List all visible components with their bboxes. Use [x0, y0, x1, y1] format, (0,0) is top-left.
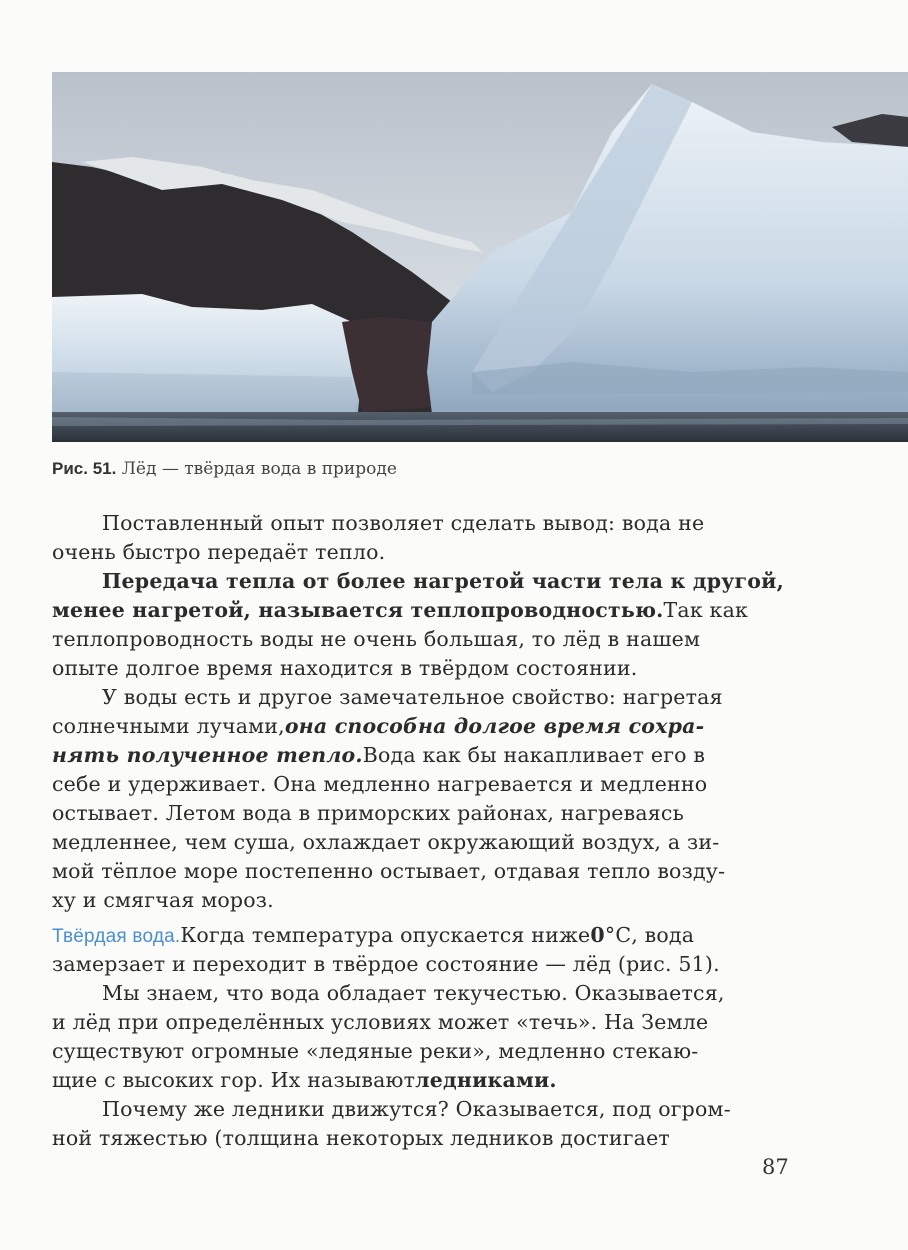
- page-number: 87: [762, 1155, 789, 1179]
- text-line: Передача тепла от более нагретой части тела к другой,: [102, 569, 784, 593]
- figure-caption: [52, 459, 397, 479]
- text-line: У воды есть и другое замечательное свойство: нагретая: [102, 685, 723, 709]
- text-line: Поставленный опыт позволяет сделать вывод: вода не: [102, 511, 705, 535]
- text-line: Твёрдая вода.Когда температура опускается ниже0°С, вода: [52, 921, 798, 950]
- text-line: Почему же ледники движутся? Оказывается, под огром-: [102, 1097, 731, 1121]
- water: [52, 412, 908, 442]
- text-line: ной тяжестью (толщина некоторых ледников достигает: [52, 1126, 670, 1150]
- text-line: существуют огромные «ледяные реки», медленно стекаю-: [52, 1039, 699, 1063]
- figure-caption-text: Лёд — твёрдая вода в природе: [121, 459, 397, 479]
- text-line: очень быстро передаёт тепло.: [52, 540, 386, 564]
- figure-label: Рис. 51.: [52, 459, 117, 478]
- text-line: замерзает и переходит в твёрдое состояние — лёд (рис. 51).: [52, 952, 720, 976]
- iceberg-illustration: [52, 72, 908, 442]
- text-line: опыте долгое время находится в твёрдом состоянии.: [52, 656, 638, 680]
- text-line: нять полученное тепло.Вода как бы накапливает его в: [52, 743, 706, 767]
- text-line: ху и смягчая мороз.: [52, 888, 274, 912]
- body-text: [52, 509, 798, 1153]
- text-line: Мы знаем, что вода обладает текучестью. Оказывается,: [102, 981, 725, 1005]
- text-line: и лёд при определённых условиях может «течь». На Земле: [52, 1010, 709, 1034]
- text-line: менее нагретой, называется теплопроводностью.Так как: [52, 598, 749, 622]
- section-heading: Твёрдая вода.: [52, 926, 181, 947]
- iceberg-photo: [52, 72, 908, 442]
- text-line: теплопроводность воды не очень большая, то лёд в нашем: [52, 627, 701, 651]
- text-line: щие с высоких гор. Их называютледниками.: [52, 1068, 557, 1092]
- text-line: остывает. Летом вода в приморских районах, нагреваясь: [52, 801, 684, 825]
- text-line: солнечными лучами,она способна долгое время сохра-: [52, 714, 705, 738]
- text-line: медленнее, чем суша, охлаждает окружающий воздух, а зи-: [52, 830, 720, 854]
- text-line: мой тёплое море постепенно остывает, отдавая тепло возду-: [52, 859, 726, 883]
- text-line: себе и удерживает. Она медленно нагревается и медленно: [52, 772, 708, 796]
